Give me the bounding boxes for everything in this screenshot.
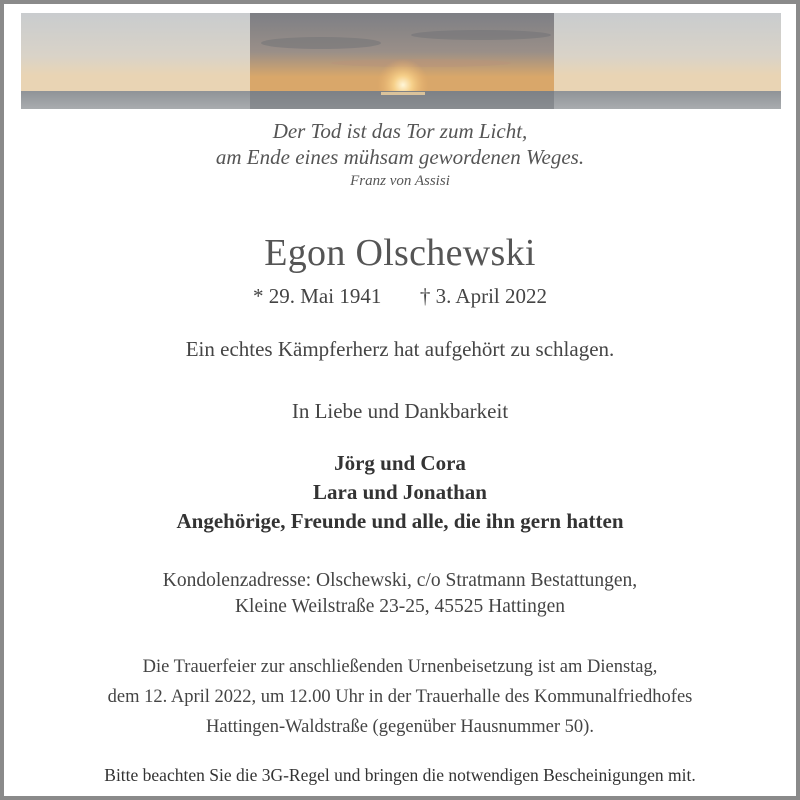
death-date: † 3. April 2022: [419, 284, 547, 308]
ceremony-line-1: Die Trauerfeier zur anschließenden Urnenbeisetzung ist am Dienstag,: [142, 657, 658, 677]
life-dates: [0, 284, 800, 309]
ceremony-line-3: Hattingen-Waldstraße (gegenüber Hausnummer 50).: [206, 717, 594, 737]
sunset-sea-image: [21, 13, 781, 109]
mourner-line: Jörg und Cora: [334, 451, 466, 475]
condolence-line-1: Kondolenzadresse: Olschewski, c/o Stratmann Bestattungen,: [162, 570, 638, 591]
condolence-line-2: Kleine Weilstraße 23-25, 45525 Hattingen: [234, 596, 566, 617]
dedication-text: In Liebe und Dankbarkeit: [291, 399, 509, 423]
quote-line-1: Der Tod ist das Tor zum Licht,: [272, 119, 528, 143]
quote-author: Franz von Assisi: [350, 173, 450, 189]
quote-line-2: am Ende eines mühsam gewordenen Weges.: [215, 145, 585, 169]
mourner-line: Angehörige, Freunde und alle, die ihn gern hatten: [176, 509, 624, 533]
birth-date: * 29. Mai 1941: [253, 284, 382, 308]
tribute-text: Ein echtes Kämpferherz hat aufgehört zu schlagen.: [185, 337, 615, 361]
mourner-line: Lara und Jonathan: [313, 480, 487, 504]
ceremony-line-2: dem 12. April 2022, um 12.00 Uhr in der Trauerhalle des Kommunalfriedhofes: [107, 687, 693, 707]
deceased-name: Egon Olschewski: [264, 232, 536, 274]
covid-notice: Bitte beachten Sie die 3G-Regel und bringen die notwendigen Bescheinigungen mit.: [104, 765, 696, 785]
